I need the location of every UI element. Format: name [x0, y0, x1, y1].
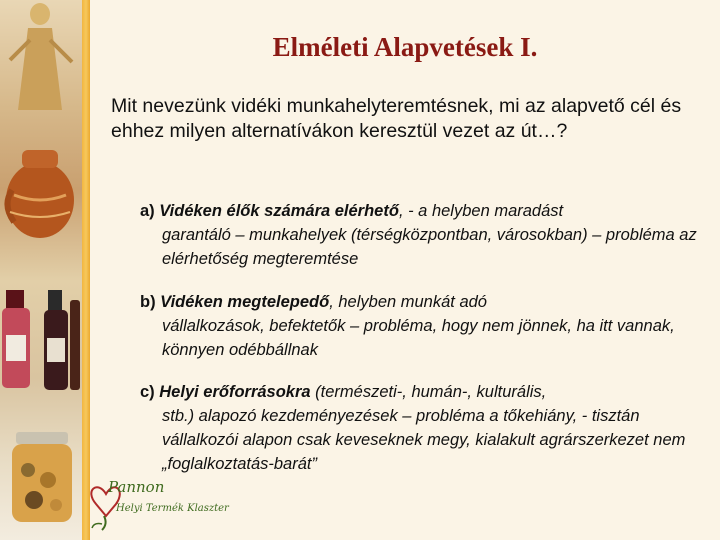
logo-subtitle: Helyi Termék Klaszter	[116, 503, 229, 514]
decorative-photo-strip	[0, 0, 82, 540]
list-item-a	[140, 199, 700, 271]
slide-title: Elméleti Alapvetések I.	[272, 32, 538, 62]
logo-name: Pannon	[108, 478, 165, 496]
item-rest: garantáló – munkahelyek (térségközpontban, városokban) – probléma az elérhetőség megteremtése	[162, 226, 697, 268]
list-item-c	[140, 380, 700, 476]
item-line1-rest: , - a helyben maradást	[398, 202, 564, 220]
item-lead: Vidéken élők számára elérhető	[159, 202, 399, 220]
item-lead: Vidéken megtelepedő	[160, 293, 330, 311]
accent-bar	[82, 0, 90, 540]
item-rest: vállalkozások, befektetők – probléma, hogy nem jönnek, ha itt vannak, könnyen odébbállnak	[162, 317, 675, 359]
list-item-b	[140, 290, 700, 362]
product-photos-illustration	[0, 0, 82, 540]
item-line1-rest: , helyben munkát adó	[329, 293, 487, 311]
item-marker: c)	[140, 383, 155, 401]
item-marker: a)	[140, 202, 155, 220]
intro-question: Mit nevezünk vidéki munkahelyteremtésnek, mi az alapvető cél és ehhez milyen alternatívákon keresztül vezet az út…?	[111, 95, 682, 142]
item-rest: stb.) alapozó kezdeményezések – probléma a tőkehiány, - tisztán vállalkozói alapon csak keveseknek megy, kialakult agrárszerkezet nem „foglalkoztatás-barát”	[162, 407, 686, 473]
item-lead: Helyi erőforrásokra	[159, 383, 311, 401]
item-marker: b)	[140, 293, 156, 311]
item-line1-rest: (természeti-, humán-, kulturális,	[310, 383, 547, 401]
